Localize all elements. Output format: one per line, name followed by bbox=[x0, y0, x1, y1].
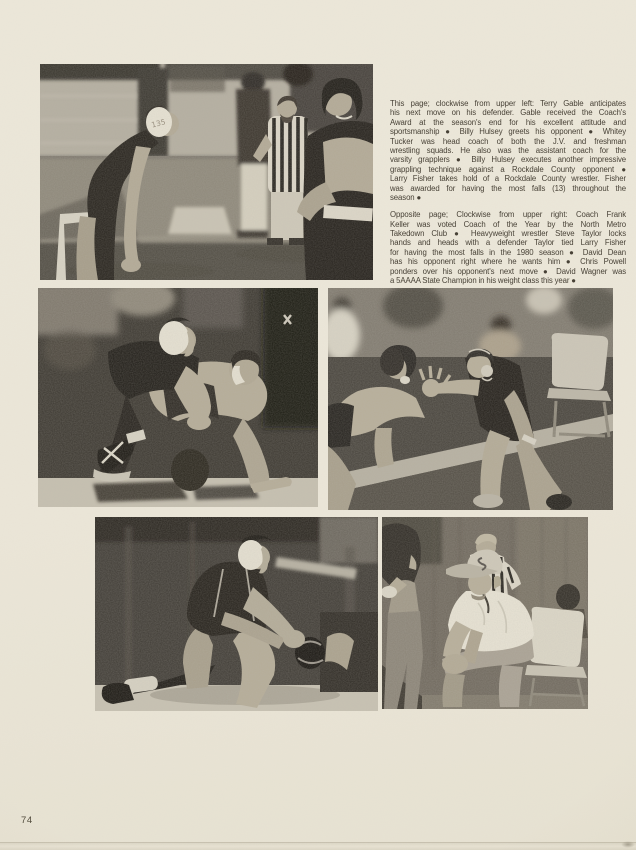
photo-leg-takedown bbox=[95, 517, 378, 711]
page-number: 74 bbox=[21, 815, 33, 826]
caption-line: grappling technique against a Rockdale County opponent ● bbox=[390, 164, 626, 174]
circling-photo-scene bbox=[328, 288, 613, 510]
scan-corner-smudge bbox=[621, 841, 635, 848]
caption-line: wrestling squads. He also was the assistant coach for the bbox=[390, 145, 626, 155]
caption-line: has his opponent right where he wants him ● Chris Powell bbox=[390, 257, 626, 267]
caption-line: for having the most falls in the 1980 season ● David Dean bbox=[390, 247, 626, 257]
photo-wrestlers-circling bbox=[328, 288, 613, 510]
caption-line: ponders over his opponent's next move ● David Wagner was bbox=[390, 266, 626, 276]
caption-line: his next move on his defender. Gable received the Coach's bbox=[390, 108, 626, 118]
caption-line: season ● bbox=[390, 192, 422, 202]
faceoff-photo-scene bbox=[40, 64, 373, 280]
caption-line: Keller was voted Coach of the Year by the North Metro bbox=[390, 219, 626, 229]
caption-line: varsity grapplers ● Billy Hulsey executes another impressive bbox=[390, 155, 626, 165]
caption-line: a 5AAAA State Champion in his weight class this year ● bbox=[390, 276, 576, 286]
caption-line: was awarded for having the most falls (13) throughout the bbox=[390, 183, 626, 193]
caption-line: This page; clockwise from upper left: Terry Gable anticipates bbox=[390, 99, 626, 108]
caption-line: sportsmanship ● Billy Hulsey greets his opponent ● Whitey bbox=[390, 127, 626, 137]
caption-opposite-page bbox=[390, 210, 626, 285]
caption-line: Award at the season's end for his excellent attitude and bbox=[390, 117, 626, 127]
caption-line: Takedown Club ● Heavyweight wrestler Steve Taylor locks bbox=[390, 229, 626, 239]
caption-line: Opposite page; Clockwise from upper right: Coach Frank bbox=[390, 210, 626, 220]
scan-edge-shadow bbox=[0, 842, 636, 850]
caption-this-page bbox=[390, 99, 626, 202]
headgear-number: 135 bbox=[150, 117, 167, 130]
grapple-photo-scene bbox=[38, 288, 318, 507]
photo-grain bbox=[40, 64, 373, 280]
photo-grain bbox=[328, 288, 613, 510]
photo-grain bbox=[382, 517, 588, 709]
photo-grain bbox=[95, 517, 378, 711]
caption-line: hands and heads with a defender Taylor tied Larry Fisher bbox=[390, 238, 626, 248]
caption-line: Larry Fisher takes hold of a Rockdale County wrestler. Fisher bbox=[390, 174, 626, 184]
takedown-photo-scene bbox=[95, 517, 378, 711]
caption-column bbox=[390, 99, 626, 285]
photo-top-position-grapple bbox=[38, 288, 318, 507]
caption-line: Tucker was head coach of both the J.V. and freshman bbox=[390, 136, 626, 146]
photo-wrestlers-faceoff-referee bbox=[40, 64, 373, 280]
coach-photo-scene bbox=[382, 517, 588, 709]
photo-seated-coach bbox=[382, 517, 588, 709]
photo-grain bbox=[38, 288, 318, 507]
